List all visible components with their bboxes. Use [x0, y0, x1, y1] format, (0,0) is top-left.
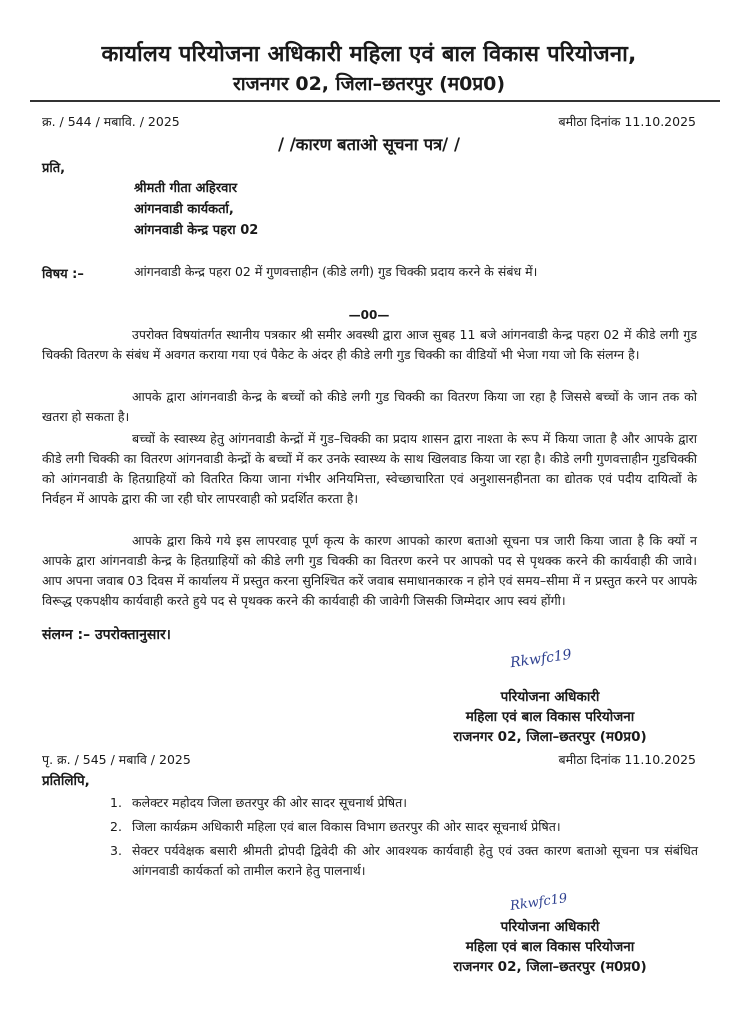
copy-item-number: 3. — [110, 843, 122, 858]
signatory-department: महिला एवं बाल विकास परियोजना — [465, 939, 635, 955]
recipient-block — [134, 178, 258, 241]
body-paragraph-1: उपरोक्त विषयांतर्गत स्थानीय पत्रकार श्री समीर अवस्थी द्वारा आज सुबह 11 बजे आंगनवाडी केन्द्र पहरा 02 में कीडे लगी गुड चिक्की वितरण के संबंध में अवगत कराया गया एवं पैकेट के अंदर ही कीडे लगी गुड चिक्की का वीडियों भी भेजा गया जो कि संलग्न है। — [42, 327, 697, 362]
recipient-prefix: प्रति, — [42, 161, 66, 176]
copy-list-item — [110, 793, 698, 813]
copy-item-number: 2. — [110, 819, 122, 834]
copy-list-item — [110, 817, 698, 837]
body-paragraph-4: आपके द्वारा किये गये इस लापरवाह पूर्ण कृत्य के कारण आपको कारण बताओ सूचना पत्र जारी किया जाता है कि क्यों न आपके द्वारा आंगनवाडी केन्द्र के हितग्राहियों को कीडे लगी गुड चिक्की का वितरण करने पर आपको पद से पृथक्क करने की कार्यवाही की जावे। आप अपना जवाब 03 दिवस में कार्यालय में प्रस्तुत करना सुनिश्चित करें जवाब समाधानकारक न होने एवं समय–सीमा में न प्रस्तुत करने पर आपके विरूद्ध एकपक्षीय कार्यवाही करते हुये पद से पृथक्क करने की कार्यवाही की जावेगी जिसकी जिम्मेदार आप स्वयं होंगी। — [42, 533, 697, 608]
attachment-note: संलग्न :– उपरोक्तानुसार। — [42, 627, 171, 643]
signatory-location: राजनगर 02, जिला–छतरपुर (म0प्र0) — [453, 959, 647, 975]
notice-title: / /कारण बताओ सूचना पत्र/ / — [278, 135, 460, 154]
reference-date: बमीठा दिनांक 11.10.2025 — [558, 114, 696, 129]
office-header-line2: राजनगर 02, जिला–छतरपुर (म0प्र0) — [232, 73, 506, 95]
copy-reference-date: बमीठा दिनांक 11.10.2025 — [558, 752, 696, 767]
signature-block-2 — [400, 917, 700, 977]
signatory-title: परियोजना अधिकारी — [500, 919, 600, 935]
recipient-center: आंगनवाडी केन्द्र पहरा 02 — [134, 223, 259, 238]
copy-reference-number: पृ. क्र. / 545 / मबावि / 2025 — [42, 752, 191, 767]
subject-label: विषय :– — [42, 267, 84, 282]
copy-list-item — [110, 841, 698, 881]
copy-label: प्रतिलिपि, — [42, 773, 90, 789]
signature-scribble-1: Rkwfc19 — [509, 646, 573, 672]
signatory-title: परियोजना अधिकारी — [500, 689, 600, 705]
copy-item-number: 1. — [110, 795, 122, 810]
copy-item-text: सेक्टर पर्यवेक्षक बसारी श्रीमती द्रोपदी द्विवेदी की ओर आवश्यक कार्यवाही हेतु एवं उक्त कारण बताओ सूचना पत्र संबंधित आंगनवाडी कार्यकर्ता को तामील कराने हेतु पालनार्थ। — [132, 843, 698, 878]
signature-scribble-2: Rkwfc19 — [509, 891, 569, 914]
header-divider — [30, 100, 720, 102]
body-paragraph-3: बच्चों के स्वास्थ्य हेतु आंगनवाडी केन्द्रों में गुड–चिक्की का प्रदाय शासन द्वारा नाश्ता के रूप में किया जाता है और आपके द्वारा कीडे लगी चिक्की का वितरण आंगनवाडी केन्द्रों के बच्चों में कर उनके स्वास्थ्य के साथ खिलवाड किया जा रहा है। कीडे लगी गुणवत्ताहीन गुडचिक्की को आंगनवाडी के हितग्राहियों को वितरित किया जाना गंभीर अनियमित्ता, स्वेच्छाचारिता एवं अनुशासनहीनता का द्योतक एवं पदीय दायित्वों के निर्वहन में आपके द्वारा की जा रही घोर लापरवाही को प्रदर्शित करता है। — [42, 431, 697, 506]
recipient-name: श्रीमती गीता अहिरवार — [134, 181, 238, 196]
office-header-line1: कार्यालय परियोजना अधिकारी महिला एवं बाल विकास परियोजना, — [101, 42, 637, 67]
copy-item-text: जिला कार्यक्रम अधिकारी महिला एवं बाल विकास विभाग छतरपुर की ओर सादर सूचनार्थ प्रेषित। — [132, 819, 561, 834]
copy-item-text: कलेक्टर महोदय जिला छतरपुर की ओर सादर सूचनार्थ प्रेषित। — [132, 795, 407, 810]
signatory-location: राजनगर 02, जिला–छतरपुर (म0प्र0) — [453, 729, 647, 745]
signatory-department: महिला एवं बाल विकास परियोजना — [465, 709, 635, 725]
subject-text: आंगनवाडी केन्द्र पहरा 02 में गुणवत्ताहीन (कीडे लगी) गुड चिक्की प्रदाय करने के संबंध में। — [134, 264, 538, 279]
separator: —00— — [348, 308, 390, 322]
body-paragraph-2: आपके द्वारा आंगनवाडी केन्द्र के बच्चों को कीडे लगी गुड चिक्की का वितरण किया जा रहा है जिससे बच्चों के जान तक को खतरा हो सकता है। — [42, 389, 697, 424]
reference-number: क्र. / 544 / मबावि. / 2025 — [42, 114, 180, 129]
signature-block-1 — [400, 687, 700, 747]
copy-list — [110, 793, 698, 885]
recipient-designation: आंगनवाडी कार्यकर्ता, — [134, 202, 234, 217]
